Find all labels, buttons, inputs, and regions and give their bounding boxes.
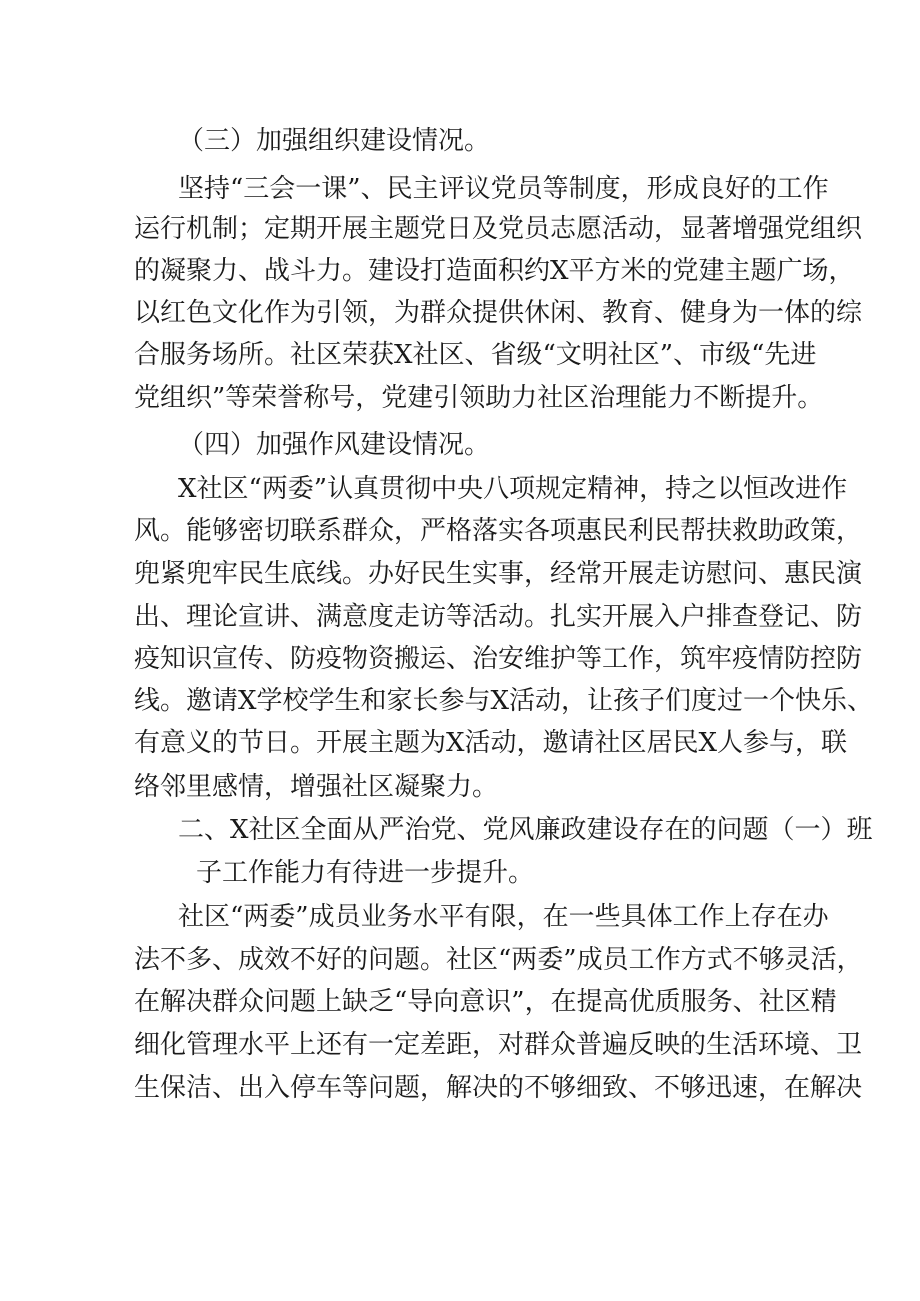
- paragraph-line: 有意义的节日。开展主题为X活动，邀请社区居民X人参与，联: [134, 728, 848, 758]
- paragraph-line: 以红色文化作为引领，为群众提供休闲、教育、健身为一体的综: [134, 298, 863, 328]
- paragraph-line: 党组织”等荣誉称号，党建引领助力社区治理能力不断提升。: [134, 383, 824, 413]
- paragraph-line: 合服务场所。社区荣获X社区、省级“文明社区”、市级“先进: [134, 340, 817, 370]
- paragraph-line: 络邻里感情，增强社区凝聚力。: [134, 772, 499, 802]
- paragraph-line: 在解决群众问题上缺乏“导向意识”，在提高优质服务、社区精: [134, 987, 837, 1017]
- paragraph-line: 疫知识宣传、防疫物资搬运、治安维护等工作，筑牢疫情防控防: [134, 644, 863, 674]
- paragraph-line: X社区“两委”认真贯彻中央八项规定精神，持之以恒改进作: [178, 474, 848, 504]
- paragraph-line: 线。邀请X学校学生和家长参与X活动，让孩子们度过一个快乐、: [134, 686, 874, 716]
- paragraph-line: 运行机制；定期开展主题党日及党员志愿活动，显著增强党组织: [134, 214, 863, 244]
- paragraph-line: 出、理论宣讲、满意度走访等活动。扎实开展入户排查登记、防: [134, 602, 863, 632]
- paragraph-line: 细化管理水平上还有一定差距，对群众普遍反映的生活环境、卫: [134, 1030, 863, 1060]
- paragraph-line: 风。能够密切联系群众，严格落实各项惠民利民帮扶救助政策，: [134, 516, 863, 546]
- section-heading-4: （四）加强作风建设情况。: [178, 430, 491, 460]
- section-heading-3: （三）加强组织建设情况。: [178, 126, 491, 156]
- paragraph-line: 社区“两委”成员业务水平有限，在一些具体工作上存在办: [178, 902, 829, 932]
- paragraph-line: 坚持“三会一课”、民主评议党员等制度，形成良好的工作: [178, 174, 829, 204]
- paragraph-line: 生保洁、出入停车等问题，解决的不够细致、不够迅速，在解决: [134, 1073, 863, 1103]
- paragraph-line: 的凝聚力、战斗力。建设打造面积约X平方米的党建主题广场，: [134, 256, 855, 286]
- paragraph-line: 子工作能力有待进一步提升。: [196, 858, 535, 888]
- paragraph-line: 兜紧兜牢民生底线。办好民生实事，经常开展走访慰问、惠民演: [134, 559, 863, 589]
- section-heading-2: 二、X社区全面从严治党、党风廉政建设存在的问题（一）班: [178, 815, 873, 845]
- paragraph-line: 法不多、成效不好的问题。社区“两委”成员工作方式不够灵活，: [134, 945, 863, 975]
